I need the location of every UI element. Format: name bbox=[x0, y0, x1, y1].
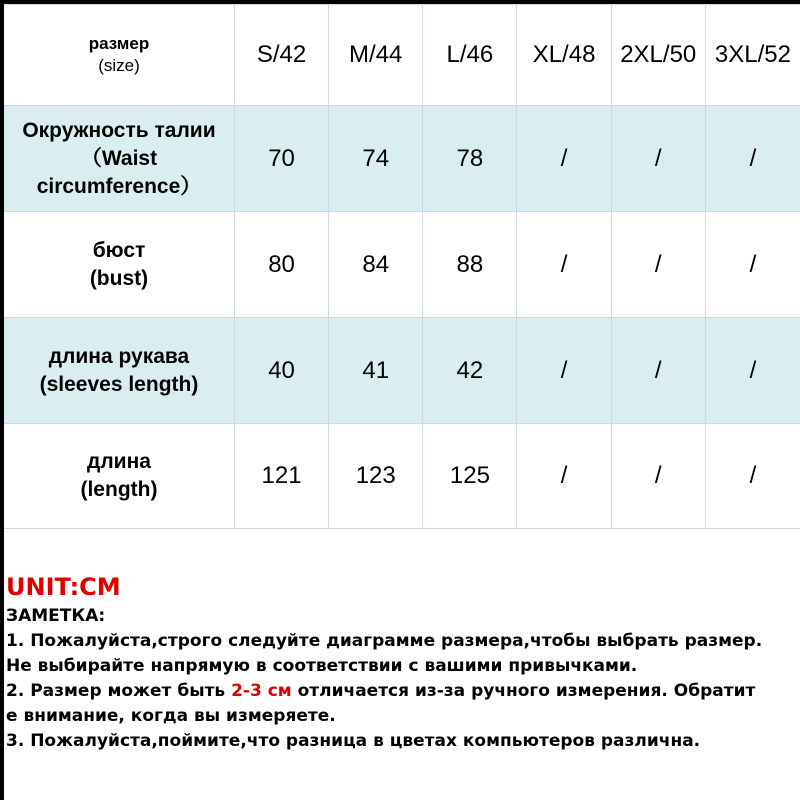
size-chart-table bbox=[4, 4, 800, 529]
header-size: 2XL/50 bbox=[612, 4, 706, 105]
header-size: M/44 bbox=[329, 4, 423, 105]
table-cell: / bbox=[612, 105, 706, 211]
header-label-cell bbox=[4, 4, 235, 105]
table-header-row bbox=[4, 4, 800, 105]
note-line-3: 3. Пожалуйста,поймите,что разница в цветах компьютеров различна. bbox=[6, 731, 701, 751]
row-label-en: (bust) bbox=[89, 266, 149, 290]
row-label-ru: длина рукава bbox=[48, 344, 190, 368]
table-cell: / bbox=[517, 211, 611, 317]
header-size: 3XL/52 bbox=[706, 4, 800, 105]
table-cell: 80 bbox=[235, 211, 329, 317]
table-cell: / bbox=[706, 317, 800, 423]
table-cell: / bbox=[706, 105, 800, 211]
table-cell: / bbox=[517, 105, 611, 211]
row-label-ru: бюст bbox=[92, 238, 146, 262]
row-label-cell bbox=[4, 423, 235, 528]
table-cell: 78 bbox=[423, 105, 517, 211]
header-size: L/46 bbox=[423, 4, 517, 105]
table-row-sleeves bbox=[4, 317, 800, 423]
note-line-1a: 1. Пожалуйста,строго следуйте диаграмме размера,чтобы выбрать размер. bbox=[6, 631, 763, 651]
row-label-en: （Waist circumference） bbox=[36, 146, 202, 198]
header-label-ru: размер bbox=[88, 34, 150, 53]
row-label-cell bbox=[4, 105, 235, 211]
table-cell: 123 bbox=[329, 423, 423, 528]
table-cell: / bbox=[517, 423, 611, 528]
table-row-length bbox=[4, 423, 800, 528]
table-cell: 121 bbox=[235, 423, 329, 528]
table-cell: 125 bbox=[423, 423, 517, 528]
table-cell: / bbox=[517, 317, 611, 423]
table-cell: 42 bbox=[423, 317, 517, 423]
notes-section bbox=[6, 570, 796, 754]
note-line-2a bbox=[6, 679, 796, 704]
row-label-cell bbox=[4, 211, 235, 317]
row-label-en: (sleeves length) bbox=[39, 372, 199, 396]
table-row-bust bbox=[4, 211, 800, 317]
table-cell: 70 bbox=[235, 105, 329, 211]
table-cell: / bbox=[612, 423, 706, 528]
table-cell: / bbox=[612, 317, 706, 423]
table-row-waist bbox=[4, 105, 800, 211]
unit-label: UNIT:CM bbox=[6, 573, 121, 601]
table-cell: 41 bbox=[329, 317, 423, 423]
table-cell: 84 bbox=[329, 211, 423, 317]
table-cell: 40 bbox=[235, 317, 329, 423]
row-label-ru: длина bbox=[87, 450, 151, 473]
note-line-2-post: отличается из-за ручного измерения. Обратит bbox=[291, 681, 756, 701]
header-size: S/42 bbox=[235, 4, 329, 105]
note-line-1b: Не выбирайте напрямую в соответствии с вашими привычками. bbox=[6, 656, 638, 676]
row-label-cell bbox=[4, 317, 235, 423]
table-cell: 74 bbox=[329, 105, 423, 211]
table-cell: / bbox=[706, 423, 800, 528]
note-line-2b: е внимание, когда вы измеряете. bbox=[6, 706, 336, 726]
notes-heading: ЗАМЕТКА: bbox=[6, 606, 106, 626]
row-label-en: (length) bbox=[80, 478, 158, 501]
table-cell: / bbox=[612, 211, 706, 317]
note-highlight: 2-3 см bbox=[231, 681, 292, 701]
table-cell: 88 bbox=[423, 211, 517, 317]
header-label-en: (size) bbox=[98, 56, 140, 75]
note-line-2-pre: 2. Размер может быть bbox=[6, 681, 232, 701]
table-cell: / bbox=[706, 211, 800, 317]
row-label-ru: Окружность талии bbox=[22, 118, 216, 142]
header-size: XL/48 bbox=[517, 4, 611, 105]
